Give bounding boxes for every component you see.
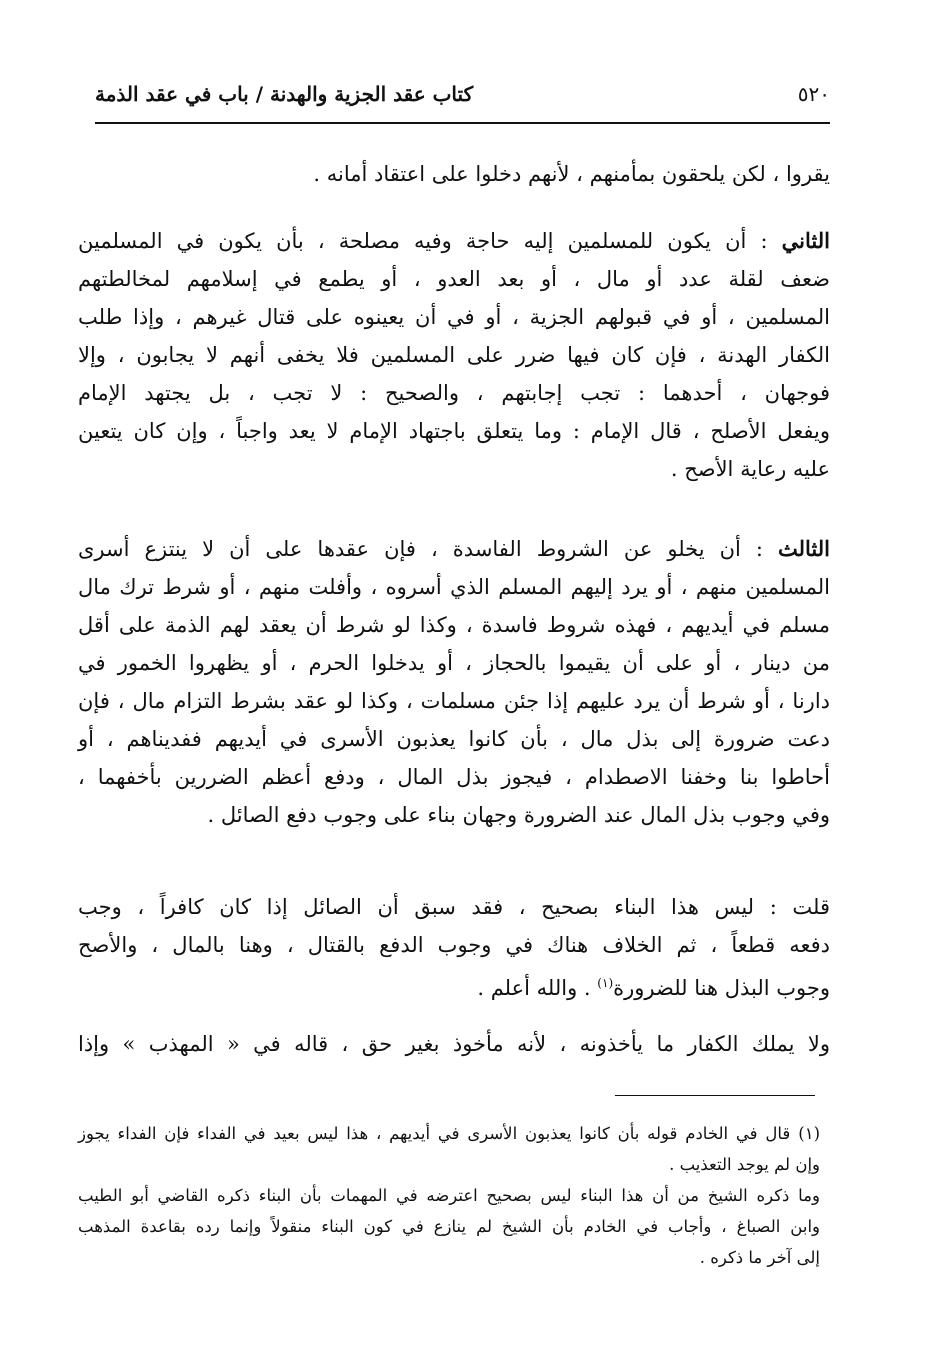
text-line: دعت ضرورة إلى بذل مال ، بأن كانوا يعذبون الأسرى في أيديهم ففديناهم ، أو [78, 727, 830, 751]
text-line: أحاطوا بنا وخفنا الاصطدام ، فيجوز بذل المال ، ودفع أعظم الضررين بأخفهما ، [78, 765, 830, 789]
footnotes [78, 1118, 820, 1273]
text-line: مسلم في أيديهم ، فهذه شروط فاسدة ، وكذا لو شرط أن يعقد لهم الذمة على أقل [78, 613, 830, 637]
text-line: قلت : ليس هذا البناء بصحيح ، فقد سبق أن الصائل إذا كان كافراً ، وجب [78, 895, 830, 919]
footnote-line: (١)قال في الخادم قوله بأن كانوا يعذبون الأسرى في أيديهم ، هذا ليس بعيد في الفداء فإن الفداء يجوز [78, 1118, 820, 1149]
text-line: الثالث : أن يخلو عن الشروط الفاسدة ، فإن عقدها على أن لا ينتزع أسرى [78, 536, 830, 561]
footnote-number: (١) [798, 1124, 820, 1143]
page-number: ٥٢٠ [797, 82, 830, 106]
footnote-line: وابن الصباغ ، وأجاب في الخادم بأن الشيخ لم ينازع في كون البناء منقولاً وإنما رده بقاعدة المذهب [78, 1217, 820, 1236]
paragraph-4 [78, 888, 830, 1002]
text-line: ولا يملك الكفار ما يأخذونه ، لأنه مأخوذ بغير حق ، قاله في « المهذب » وإذا [78, 1032, 830, 1056]
text-line: فوجهان ، أحدهما : تجب إجابتهم ، والصحيح : لا تجب ، بل يجتهد الإمام [78, 381, 830, 405]
page-header [95, 80, 830, 116]
text-line: عليه رعاية الأصح . [670, 457, 830, 481]
footnote-line: وإن لم يوجد التعذيب . [669, 1155, 820, 1174]
text-line: ويفعل الأصلح ، قال الإمام : وما يتعلق باجتهاد الإمام لا يعد واجباً ، وإن كان يتعين [78, 419, 830, 443]
paragraph-1 [78, 155, 830, 193]
text-line: وجوب البذل هنا للضرورة$^{(١)}$ . والله أعلم . [477, 976, 830, 1000]
footnote-line: إلى آخر ما ذكره . [699, 1248, 820, 1267]
section-lead-third: الثالث [778, 536, 830, 561]
text-line: دفعه قطعاً ، ثم الخلاف هناك في وجوب الدفع بالقتال ، وهنا بالمال ، والأصح [78, 933, 830, 957]
text-line: من دينار ، أو على أن يقيموا بالحجاز ، أو يدخلوا الحرم ، أو يظهروا الخمور في [78, 651, 830, 675]
text-line: وفي وجوب بذل المال عند الضرورة وجهان بناء على وجوب دفع الصائل . [207, 803, 830, 827]
text-line: يقروا ، لكن يلحقون بمأمنهم ، لأنهم دخلوا على اعتقاد أمانه . [313, 162, 830, 186]
text-line: ضعف لقلة عدد أو مال ، أو بعد العدو ، أو يطمع في إسلامهم لمخالطتهم [78, 267, 830, 291]
paragraph-3 [78, 530, 830, 834]
text-line: المسلمين منهم ، أو يرد إليهم المسلم الذي أسروه ، وأفلت منهم ، أو شرط ترك مال [78, 575, 830, 599]
footnote-line: وما ذكره الشيخ من أن هذا البناء ليس بصحيح اعترضه في المهمات بأن البناء ذكره القاضي أبو الطيب [78, 1186, 820, 1205]
section-lead-second: الثاني [781, 228, 830, 253]
text-line: دارنا ، أو شرط أن يرد عليهم إذا جئن مسلمات ، وكذا لو عقد بشرط التزام مال ، فإن [78, 689, 830, 713]
paragraph-2 [78, 222, 830, 488]
header-rule [95, 122, 830, 124]
running-title: كتاب عقد الجزية والهدنة / باب في عقد الذمة [95, 82, 474, 106]
footnote-separator [615, 1095, 815, 1096]
paragraph-5 [78, 1025, 830, 1063]
text-line: الكفار الهدنة ، فإن كان فيها ضرر على المسلمين فلا يخفى أنهم لا يجابون ، وإلا [78, 343, 830, 367]
text-line: المسلمين ، أو في قبولهم الجزية ، أو في أن يعينوه على قتال غيرهم ، وإذا طلب [78, 305, 830, 329]
text-line: الثاني : أن يكون للمسلمين إليه حاجة وفيه مصلحة ، بأن يكون في المسلمين [78, 228, 830, 253]
footnote-marker: (١) [597, 976, 614, 990]
